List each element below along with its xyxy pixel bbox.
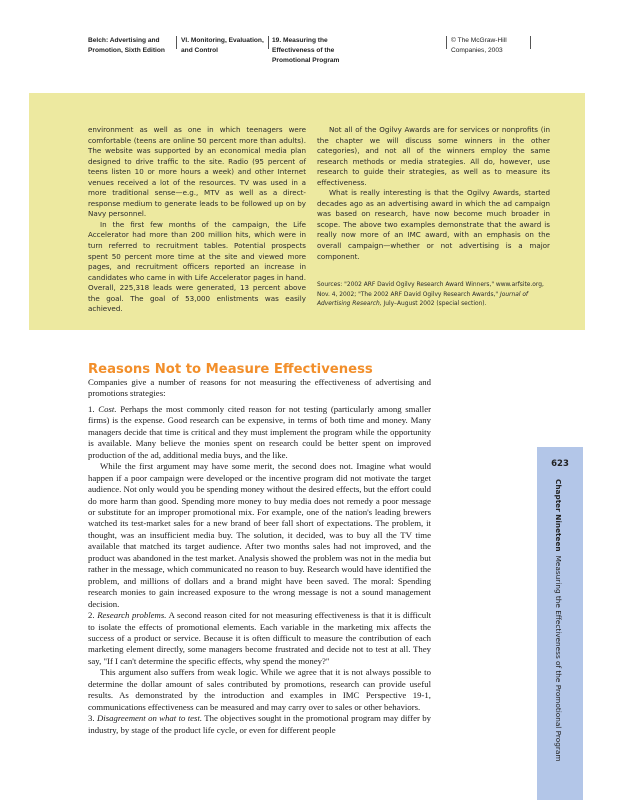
header-divider <box>530 36 531 49</box>
section-title: Reasons Not to Measure Effectiveness <box>88 362 373 377</box>
body-text <box>88 377 431 736</box>
header-copyright: © The McGraw-Hill Companies, 2003 <box>451 37 507 54</box>
body-paragraph: This argument also suffers from weak logic. While we agree that it is not always possible to determine the dollar amount of sales contributed by promotions, research can provide useful results. As demonstrated by the introduction and examples in IMC Perspective 19-1, communications effectiveness can be measured and may carry over to sales or other behaviors. <box>88 667 431 712</box>
reason-research-problems: 2. Research problems. A second reason cited for not measuring effectiveness is that it is difficult to isolate the effects of promotional elements. Each variable in the marketing mix affects the success of a product or service. Because it is often difficult to measure the contribution of each marketing element directly, some managers become frustrated and decide not to test at all. They say, "If I can't determine the specific effects, why spend the money?" <box>88 610 431 666</box>
header-book-title: Belch: Advertising and Promotion, Sixth Edition <box>88 37 165 54</box>
header-part-title: VI. Monitoring, Evaluation, and Control <box>181 37 264 54</box>
feature-paragraph: Not all of the Ogilvy Awards are for services or nonprofits (in the chapter we will discuss some winners in the other categories), and not all of the winners employ the same research methods or media strategies. All do, however, use research to guide their strategies, as well as to measure its effectiveness. <box>317 125 550 187</box>
chapter-running-title <box>554 479 563 761</box>
chapter-title: Measuring the Effectiveness of the Promotional Program <box>554 555 563 762</box>
intro-paragraph: Companies give a number of reasons for not measuring the effectiveness of advertising and promotions strategies: <box>88 377 431 399</box>
reason-disagreement: 3. Disagreement on what to test. The objectives sought in the promotional program may differ by industry, by stage of the product life cycle, or even for different people <box>88 713 431 735</box>
feature-box-left-column <box>88 125 306 315</box>
page-number: 623 <box>551 459 569 469</box>
header-divider <box>446 36 447 49</box>
header-chapter-title: 19. Measuring the Effectiveness of the Promotional Program <box>272 37 340 64</box>
feature-sources: Sources: "2002 ARF David Ogilvy Research Award Winners," www.arfsite.org, Nov. 4, 2002; "The 2002 ARF David Ogilvy Research Awards," Journal of Advertising Research, July–August 2002 (special section). <box>317 282 544 308</box>
feature-box-right-column <box>317 125 550 262</box>
reason-cost: 1. Cost. Perhaps the most commonly cited reason for not testing (particularly among smaller firms) is the expense. Good research can be expensive, in terms of both time and money. Many managers decide that time is critical and they must implement the program while the opportunity is available. Many believe the monies spent on research could be better spent on improved production of the ad, additional media buys, and the like. <box>88 403 432 460</box>
header-divider <box>176 36 177 49</box>
chapter-side-tab <box>537 447 583 800</box>
feature-paragraph: What is really interesting is that the Ogilvy Awards, started decades ago as an advertising award in which the ad campaign was based on research, have now become much broader in scope. The above two examples demonstrate that the award is really now more of an IMC award, with an emphasis on the overall campaign—whether or not advertising is a major component. <box>317 188 550 261</box>
feature-paragraph: environment as well as one in which teenagers were comfortable (teens are online 50 percent more than adults). The website was supported by an economical media plan designed to drive traffic to the site. Radio (95 percent of teens listen 10 or more hours a week) and other Internet venues received a lot of the resources. TV was used in a more traditional sense—e.g., MTV as well as a direct-response medium to generate leads to be followed up on by Navy personnel. <box>88 125 306 219</box>
header-divider <box>268 36 269 49</box>
body-paragraph: While the first argument may have some merit, the second does not. Imagine what would happen if a poor campaign were developed or the incentive program did not motivate the target audience. Not only would you be spending money without the desired effects, but the effort could do more harm than good. Spending more money to buy media does not remedy a poor message or substitute for an improper promotional mix. For example, one of the nation's leading brewers watched its test-market sales for a new brand of beer fall short of expectations. The problem, it thought, was an insufficient media buy. The solution, it decided, was to buy all the TV time available that matched its target audience. After two months sales had not improved, and the product was abandoned in the test market. Analysis showed the problem was not in the media but rather in the message, which communicated no reason to buy. Research would have identified the problem, and millions of dollars and a brand might have been saved. The moral: Spending research monies to gain increased exposure to the wrong message is not a sound management decision. <box>88 461 431 609</box>
chapter-label: Chapter Nineteen <box>554 479 563 552</box>
feature-paragraph: In the first few months of the campaign, the Life Accelerator had more than 200 million hits, which were in turn referred to recruitment tables. Potential prospects spent 50 percent more time at the site and viewed more pages, and recruitment officers reported an increase in candidates who came in with Life Accelerator pages in hand. Overall, 225,318 leads were generated, 13 percent above the goal. The goal of 53,000 enlistments was easily achieved. <box>88 219 306 314</box>
